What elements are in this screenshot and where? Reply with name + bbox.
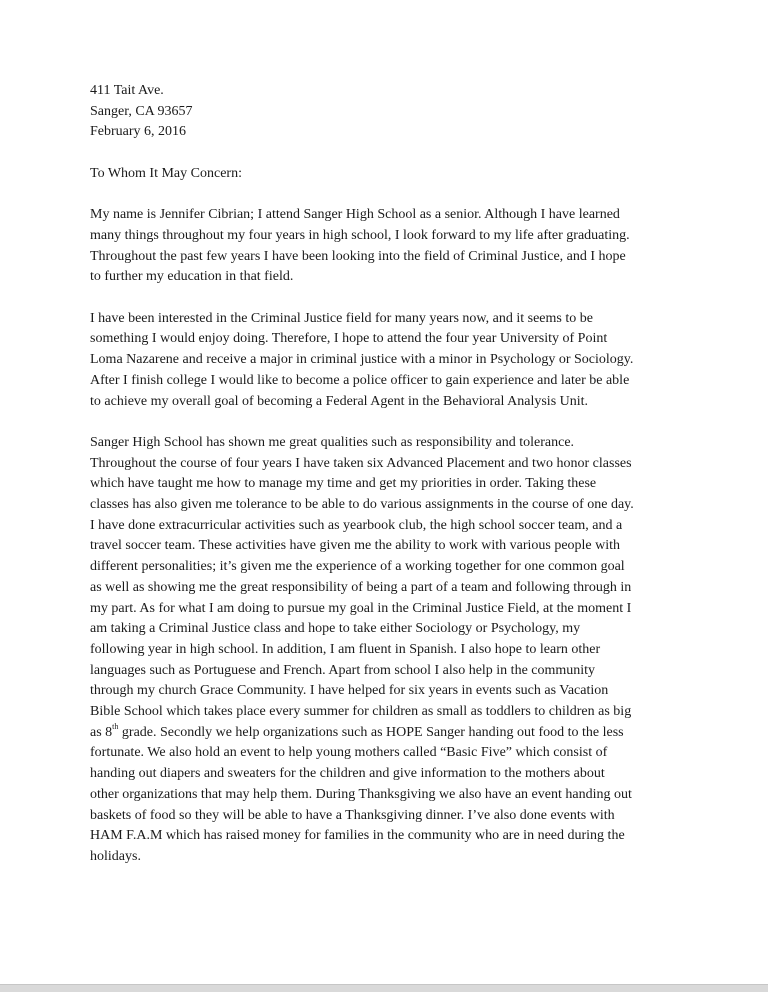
text-line: my part. As for what I am doing to pursue my goal in the Criminal Justice Field, at the moment I — [90, 600, 632, 616]
text-line: My name is Jennifer Cibrian; I attend Sanger High School as a senior. Although I have learned — [90, 207, 620, 223]
address-street: 411 Tait Ave. — [90, 83, 164, 98]
text-line: I have done extracurricular activities such as yearbook club, the high school soccer team, and a — [90, 517, 623, 533]
text-line: something I would enjoy doing. Therefore, I hope to attend the four year University of Point — [90, 331, 608, 347]
paragraph-1 — [90, 205, 678, 288]
text-line: other organizations that may help them. During Thanksgiving we also have an event handing out — [90, 786, 632, 802]
text-line: Throughout the course of four years I have taken six Advanced Placement and two honor classes — [90, 455, 632, 471]
text-line: HAM F.A.M which has raised money for families in the community who are in need during the — [90, 828, 625, 844]
text-line: After I finish college I would like to become a police officer to gain experience and later be able — [90, 372, 630, 388]
text-line: holidays. — [90, 848, 141, 864]
text-line: different personalities; it’s given me the experience of a working together for one common goal — [90, 559, 625, 575]
text-line: Loma Nazarene and receive a major in criminal justice with a minor in Psychology or Sociology. — [90, 352, 634, 368]
text-line: to further my education in that field. — [90, 269, 294, 285]
paragraph-2 — [90, 309, 678, 413]
sender-address — [90, 81, 678, 143]
salutation: To Whom It May Concern: — [90, 165, 242, 181]
text-line: fortunate. We also hold an event to help young mothers called “Basic Five” which consist of — [90, 745, 608, 761]
text-line: handing out diapers and sweaters for the children and give information to the mothers about — [90, 766, 605, 782]
text-line: travel soccer team. These activities have given me the ability to work with various people with — [90, 538, 621, 554]
page-bottom-edge — [0, 984, 768, 992]
text-line: to achieve my overall goal of becoming a Federal Agent in the Behavioral Analysis Unit. — [90, 393, 589, 409]
text-line: through my church Grace Community. I have helped for six years in events such as Vacation — [90, 683, 609, 699]
text-line: following year in high school. In addition, I am fluent in Spanish. I also hope to learn other — [90, 641, 601, 657]
text-line: am taking a Criminal Justice class and hope to take either Sociology or Psychology, my — [90, 621, 581, 637]
grade-after: grade. Secondly we help organizations such as HOPE Sanger handing out food to the less — [118, 724, 624, 740]
text-line: Bible School which takes place every summer for children as small as toddlers to children as big — [90, 704, 632, 720]
text-line: Sanger High School has shown me great qualities such as responsibility and tolerance. — [90, 434, 575, 450]
text-line: I have been interested in the Criminal Justice field for many years now, and it seems to be — [90, 310, 593, 326]
text-line: classes has also given me tolerance to be able to do various assignments in the course of one day. — [90, 497, 634, 512]
grade-before: as 8 — [90, 724, 113, 740]
text-line: baskets of food so they will be able to have a Thanksgiving dinner. I’ve also done events with — [90, 807, 615, 823]
text-line: which have taught me how to manage my time and get my priorities in order. Taking these — [90, 476, 597, 492]
paragraph-3 — [90, 433, 678, 868]
text-line-grade — [90, 723, 678, 744]
text-line: Throughout the past few years I have been looking into the field of Criminal Justice, and I hope — [90, 248, 626, 264]
address-city: Sanger, CA 93657 — [90, 103, 193, 119]
letter-date: February 6, 2016 — [90, 124, 187, 140]
ordinal-superscript: th — [112, 722, 119, 732]
text-line: languages such as Portuguese and French. Apart from school I also help in the community — [90, 662, 596, 678]
text-line: as well as showing me the great responsibility of being a part of a team and following through in — [90, 579, 632, 595]
letter-body — [90, 81, 678, 868]
text-line: many things throughout my four years in high school, I look forward to my life after graduating. — [90, 227, 630, 243]
